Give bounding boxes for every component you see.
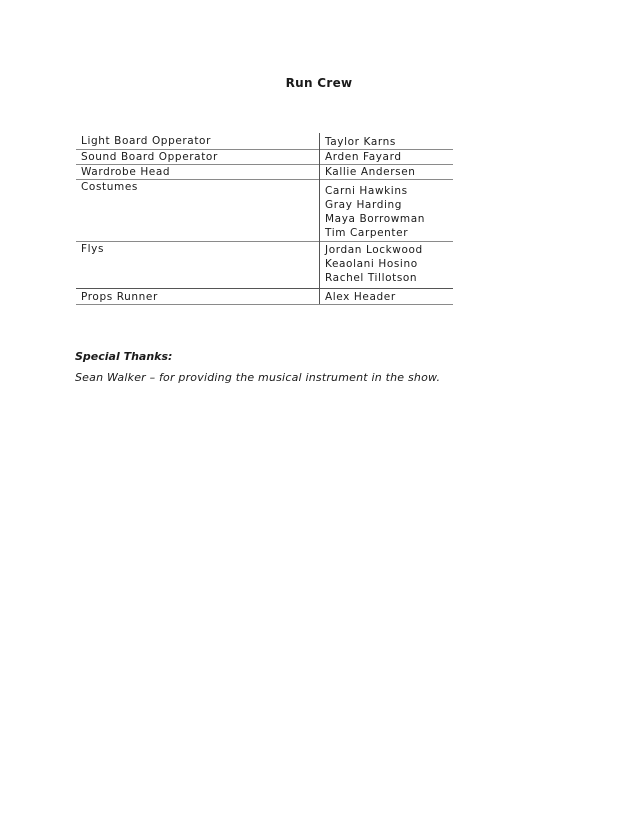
crew-name: Gray Harding: [325, 199, 403, 211]
role-label: Wardrobe Head: [81, 166, 171, 178]
role-cell: [76, 150, 320, 165]
table-row: [76, 165, 453, 180]
special-thanks-heading: Special Thanks:: [75, 350, 173, 363]
crew-name: Alex Header: [325, 291, 396, 303]
role-cell: [76, 180, 320, 242]
crew-name: Maya Borrowman: [325, 213, 426, 225]
crew-name: Taylor Karns: [325, 136, 396, 148]
names-cell: [320, 165, 454, 180]
crew-name: Carni Hawkins: [325, 185, 408, 197]
role-cell: [76, 289, 320, 305]
names-cell: [320, 289, 454, 305]
crew-name: Arden Fayard: [325, 151, 402, 163]
table-row: [76, 289, 453, 305]
role-label: Costumes: [81, 181, 138, 193]
role-cell: [76, 242, 320, 289]
role-cell: [76, 165, 320, 180]
names-cell: [320, 150, 454, 165]
table-row: [76, 180, 453, 242]
crew-name: Keaolani Hosino: [325, 258, 418, 270]
run-crew-table: [76, 133, 453, 305]
role-label: Sound Board Opperator: [81, 151, 218, 163]
page-title: Run Crew: [285, 76, 353, 90]
crew-name: Kallie Andersen: [325, 166, 416, 178]
crew-name: Rachel Tillotson: [325, 272, 418, 284]
table-row: [76, 150, 453, 165]
names-cell: [320, 133, 454, 150]
crew-name: Jordan Lockwood: [325, 244, 423, 256]
special-thanks-text: Sean Walker – for providing the musical instrument in the show.: [75, 371, 441, 384]
names-cell: [320, 180, 454, 242]
table-row: [76, 242, 453, 289]
table-row: [76, 133, 453, 150]
names-cell: [320, 242, 454, 289]
role-cell: [76, 133, 320, 150]
role-label: Props Runner: [81, 291, 158, 303]
role-label: Flys: [81, 243, 105, 255]
role-label: Light Board Opperator: [81, 135, 212, 147]
crew-name: Tim Carpenter: [325, 227, 409, 239]
